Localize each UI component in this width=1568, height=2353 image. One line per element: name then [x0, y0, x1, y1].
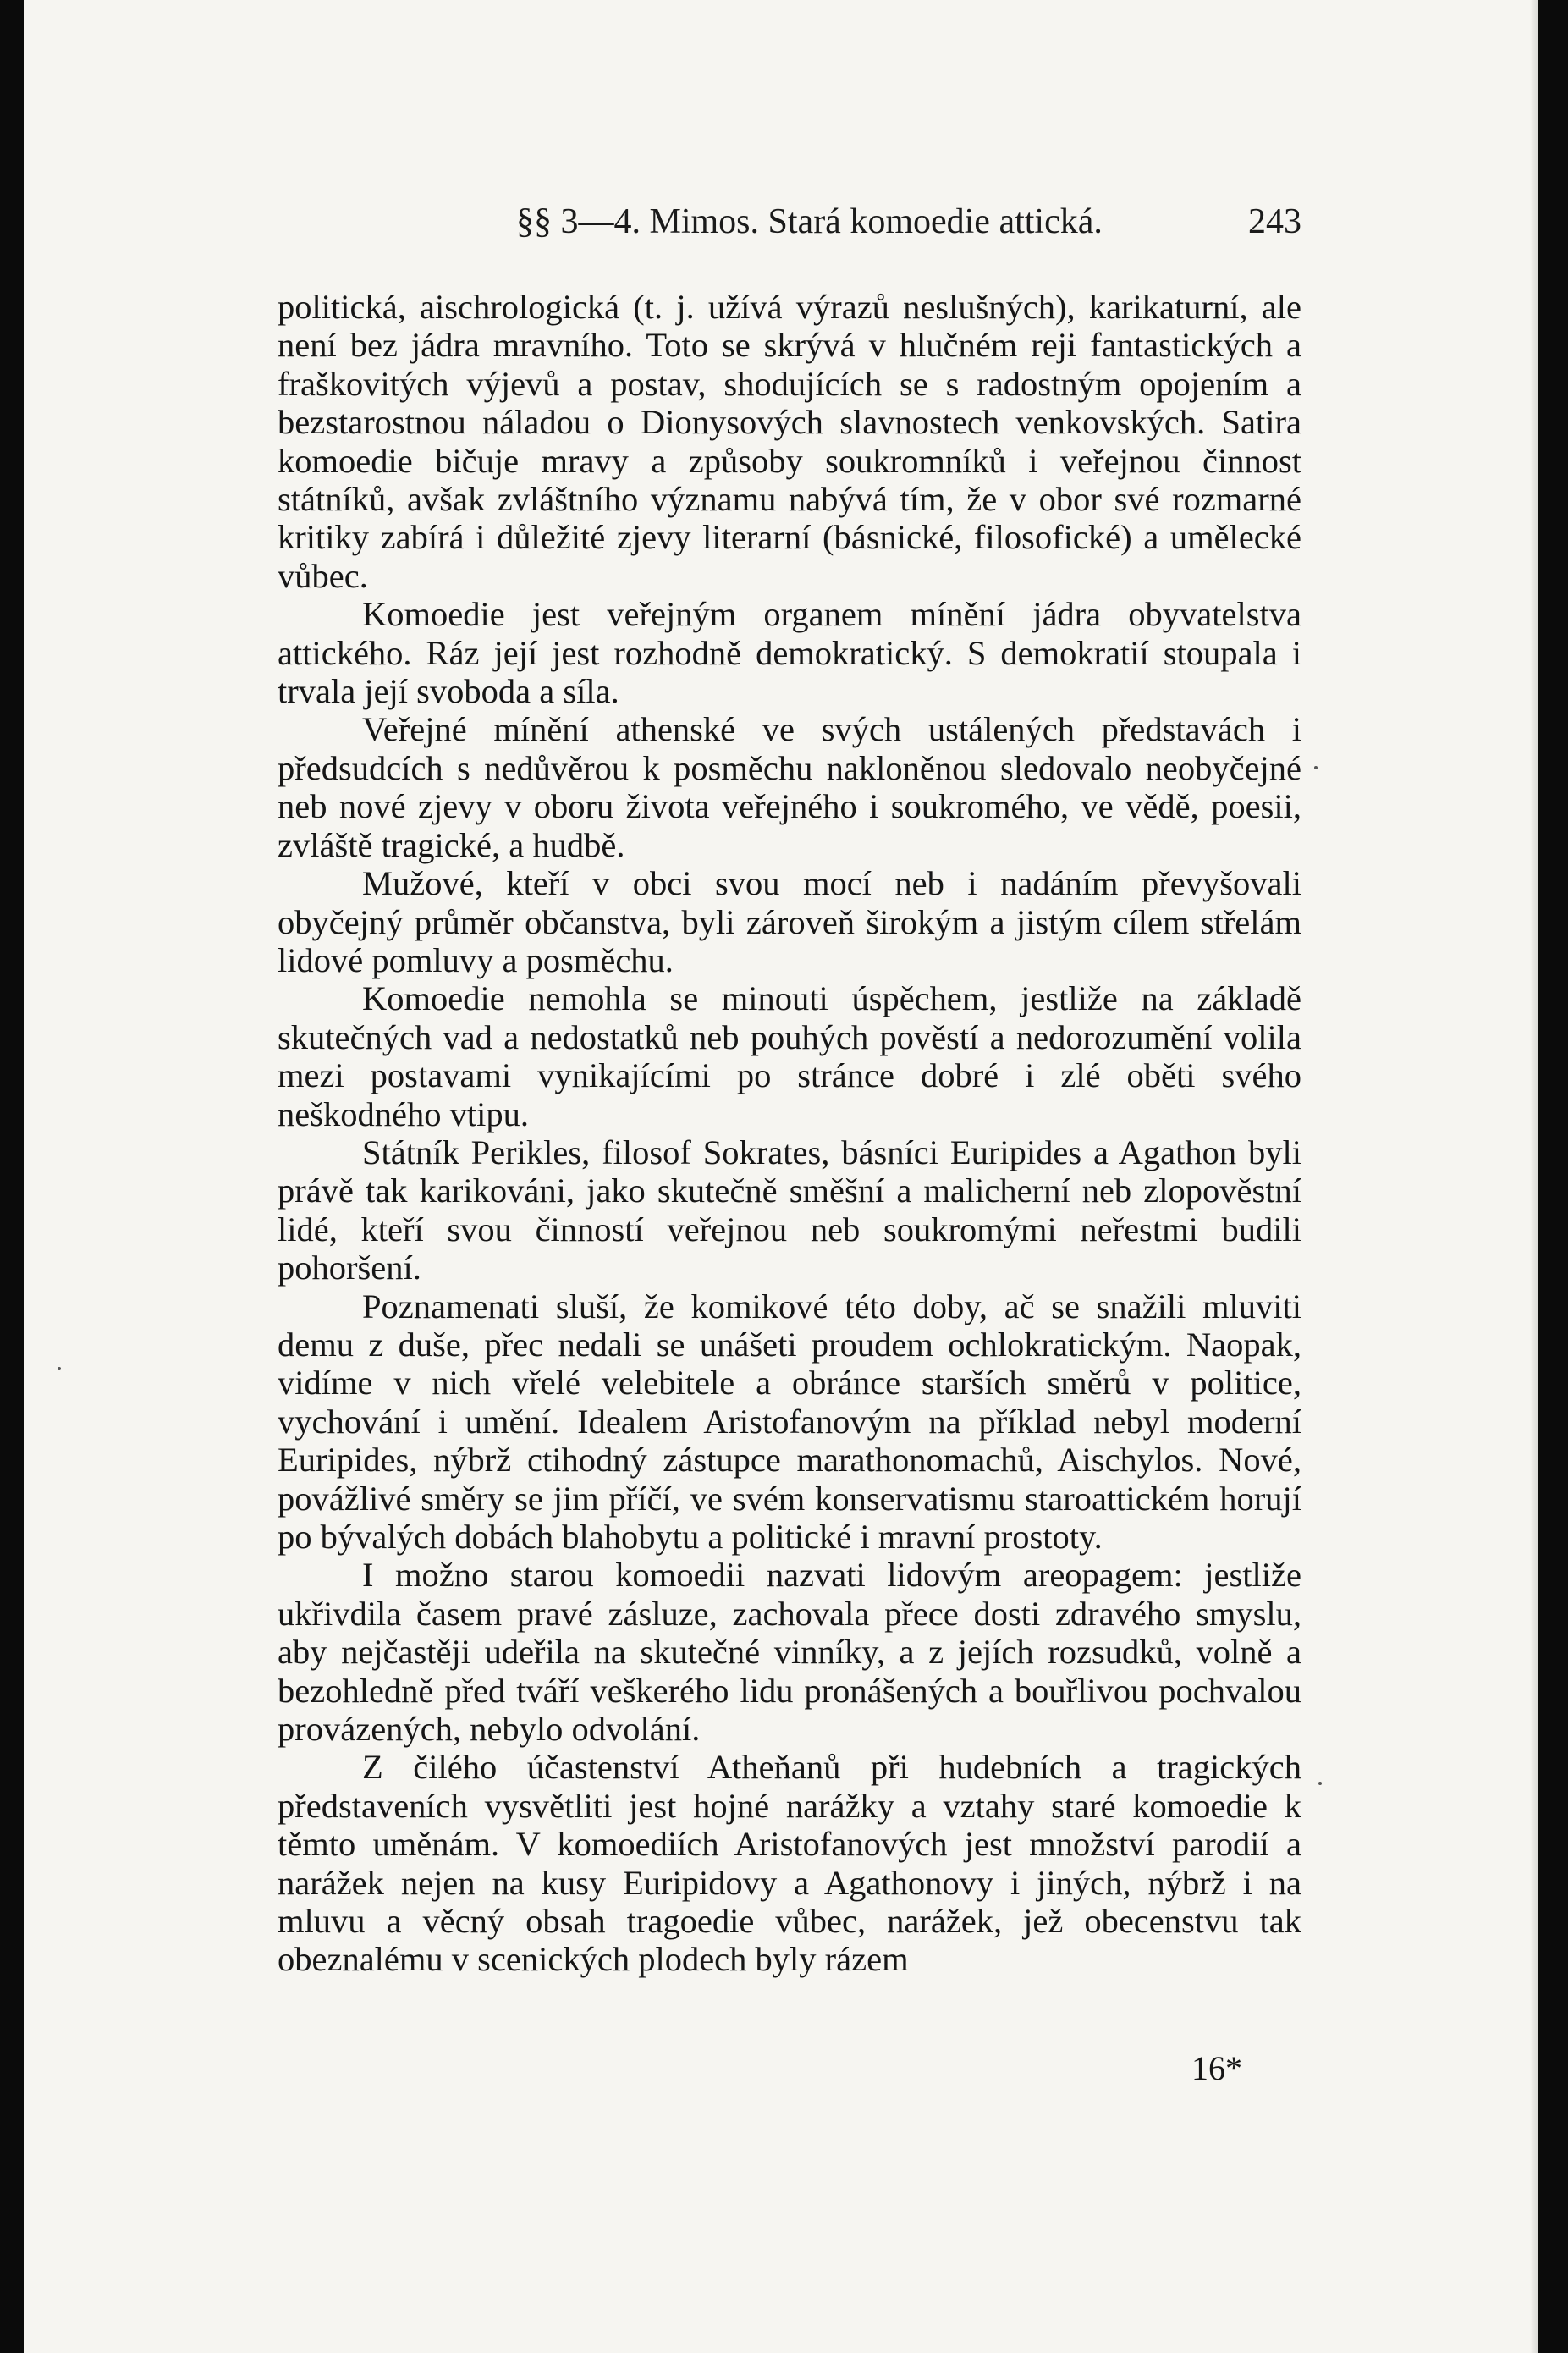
- print-speck: [1318, 1782, 1322, 1785]
- page-number: 243: [1248, 202, 1301, 241]
- paragraph: politická, aischrologická (t. j. užívá výrazů neslušných), karikaturní, ale není bez jádra mravního. Toto se skrývá v hlučném reji fantastických a fraškovitých výjevů a postav, shodujících se s radostným opojením a bezstarostnou náladou o Dionysových slavnostech venkovských. Satira komoedie bičuje mravy a způsoby soukromníků i veřejnou činnost státníků, avšak zvláštního významu nabývá tím, že v obor své rozmarné kritiky zabírá i důležité zjevy literarní (básnické, filosofické) a umělecké vůbec.: [278, 288, 1301, 595]
- paragraph: Komoedie jest veřejným organem mínění jádra obyvatelstva attického. Ráz její jest rozhodně demokratický. S demokratií stoupala i trvala její svoboda a síla.: [278, 595, 1301, 711]
- print-speck: [58, 1367, 61, 1370]
- print-speck: [1314, 766, 1318, 769]
- signature-mark: 16*: [1191, 2049, 1242, 2087]
- book-page: [24, 0, 1538, 2353]
- running-head: [278, 195, 1301, 254]
- paragraph: I možno starou komoedii nazvati lidovým areopagem: jestliže ukřivdila časem pravé zásluze, zachovala přece dosti zdravého smyslu, aby nejčastěji udeřila na skutečné vinníky, a z jejích rozsudků, volně a bezohledně před tváří veškerého lidu pronášených a bouřlivou pochvalou provázených, nebylo odvolání.: [278, 1556, 1301, 1749]
- paragraph: Veřejné mínění athenské ve svých ustálených představách i předsudcích s nedůvěrou k posměchu nakloněnou sledovalo neobyčejné neb nové zjevy v oboru života veřejného i soukromého, ve vědě, poesii, zvláště tragické, a hudbě.: [278, 710, 1301, 864]
- body-text: [278, 288, 1301, 1979]
- running-head-title: §§ 3—4. Mimos. Stará komoedie attická.: [516, 202, 1103, 241]
- paragraph: Komoedie nemohla se minouti úspěchem, jestliže na základě skutečných vad a nedostatků neb pouhých pověstí a nedorozumění volila mezi postavami vynikajícími po stránce dobré i zlé oběti svého neškodného vtipu.: [278, 979, 1301, 1133]
- paragraph: Z čilého účastenství Atheňanů při hudebních a tragických představeních vysvětliti jest hojné narážky a vztahy staré komoedie k těmto uměnám. V komoediích Aristofanových jest množství parodií a narážek nejen na kusy Euripidovy a Agathonovy i jiných, nýbrž i na mluvu a věcný obsah tragoedie vůbec, narážek, jež obecenstvu tak obeznalému v scenických plodech byly rázem: [278, 1748, 1301, 1979]
- paragraph: Státník Perikles, filosof Sokrates, básníci Euripides a Agathon byli právě tak karikováni, jako skutečně směšní a malicherní neb zlopověstní lidé, kteří svou činností veřejnou neb soukromými neřestmi budili pohoršení.: [278, 1132, 1301, 1287]
- page-edge: [1530, 0, 1538, 2353]
- paragraph: Poznamenati sluší, že komikové této doby, ač se snažili mluviti demu z duše, přec nedali se unášeti proudem ochlokratickým. Naopak, vidíme v nich vřelé velebitele a obránce starších směrů v politice, vychování i umění. Idealem Aristofanovým na příklad nebyl moderní Euripides, nýbrž ctihodný zástupce marathonomachů, Aischylos. Nové, povážlivé směry se jim příčí, ve svém konservatismu staroattickém horují po bývalých dobách blahobytu a politické i mravní prostoty.: [278, 1287, 1301, 1556]
- paragraph: Mužové, kteří v obci svou mocí neb i nadáním převyšovali obyčejný průměr občanstva, byli zároveň širokým a jistým cílem střelám lidové pomluvy a posměchu.: [278, 864, 1301, 979]
